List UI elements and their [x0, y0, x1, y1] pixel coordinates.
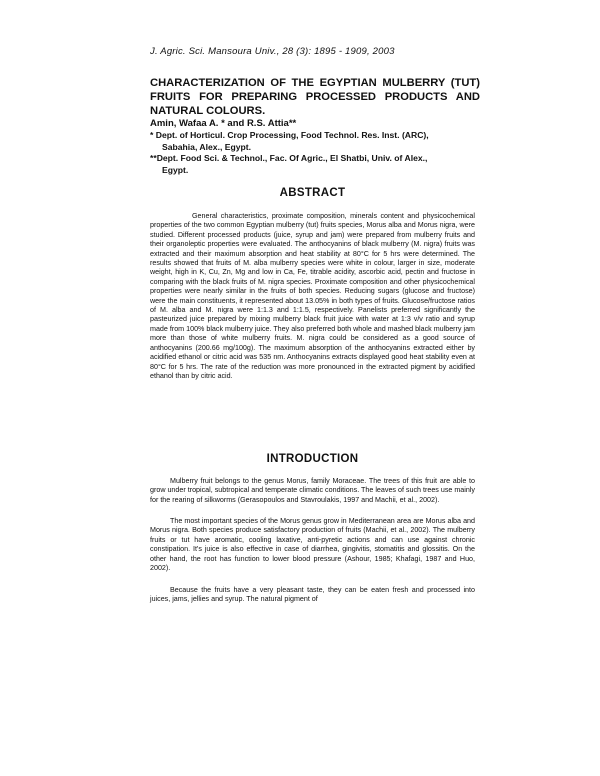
authors: Amin, Wafaa A. * and R.S. Attia** — [150, 118, 297, 129]
affiliation-1 — [150, 130, 475, 153]
intro-paragraph-3: Because the fruits have a very pleasant taste, they can be eaten fresh and processed into juices, jams, jellies and syrup. The natural pigment of — [150, 586, 475, 604]
affiliation-2-line2: Egypt. — [162, 164, 189, 175]
introduction-heading: INTRODUCTION — [266, 453, 359, 465]
affiliation-2-line1: **Dept. Food Sci. & Technol., Fac. Of Agric., El Shatbi, Univ. of Alex., — [150, 153, 428, 163]
abstract-heading: ABSTRACT — [279, 187, 346, 199]
affiliation-2 — [150, 153, 475, 176]
intro-paragraph-1: Mulberry fruit belongs to the genus Morus, family Moraceae. The trees of this fruit are able to grow under tropical, subtropical and temperate climatic conditions. The leaves of such trees use mainly for the rearing of silkworms (Gerasopoulos and Stavroulakis, 1997 and Machii, et al., 2002). — [150, 477, 475, 504]
abstract-text: General characteristics, proximate composition, minerals content and physicochemical properties of the two common Egyptian mulberry (tut) fruits species, Morus alba and Morus nigra, were studied. Different processed products (juice, syrup and jam) were prepared from mulberry fruits and their organoleptic properties were evaluated. The anthocyanins of black mulberry (M. nigra) fruits was extracted and their maximum absorption and heat stability at 80°C for 5 hrs were determined. The results showed that fruits of M. alba mulberry species were white in colour, larger in size, moderate weight, high in K, Cu, Zn, Mg and low in Ca, Fe, titrable acidity, ascorbic acid, pectin and fructose in comparing with the black fruits of M. nigra species. Proximate composition and other physicochemical properties were nearly similar in the fruits of both species. Reducing sugars (glucose and fructose) were the main constituents, it represented about 13.05% in both types of fruits. Glucose/fructose ratios of M. alba and M. nigra were 1:1.3 and 1:1.5, respectively. Panelists preferred significantly the pasteurized juice prepared by mixing mulberry black fruit juice with water at 1:3 v/v ratio and syrup made from 100% black mulberry juice. They also preferred both whole and mashed black mulberry jam more than those of white mulberry fruits. M. nigra could be considered as a good source of anthocyanins (200.66 mg/100g). The maximum absorption of the anthocyanins extracted either by acidified ethanol or citric acid was 535 nm. Anthocyanins extracts displayed good heat stability even at 80°C for 5 hrs. The rate of the reduction was more pronounced in the extracted pigment by acidified ethanol than by citric acid. — [150, 212, 475, 380]
paper-title: CHARACTERIZATION OF THE EGYPTIAN MULBERRY (TUT) FRUITS FOR PREPARING PROCESSED PRODUCTS AND NATURAL COLOURS. — [150, 77, 480, 117]
affiliation-1-line2: Sabahia, Alex., Egypt. — [162, 141, 251, 152]
affiliation-1-line1: * Dept. of Horticul. Crop Processing, Food Technol. Res. Inst. (ARC), — [150, 130, 429, 140]
intro-paragraph-2: The most important species of the Morus genus grow in Mediterranean area are Morus alba and Morus nigra. Both species produce satisfactory production of fruits (Machii, et al., 2002). The mulberry fruits or tut have aromatic, cooling laxative, anti-pyretic actions and can use against chronic constipation. It's juice is also effective in case of diarrhea, gingivitis, stomatitis and glossitis. On the other hand, the root has function to lower blood pressure (Ashour, 1985; Khafagi, 1987 and Huo, 2002). — [150, 517, 475, 573]
journal-citation: J. Agric. Sci. Mansoura Univ., 28 (3): 1895 - 1909, 2003 — [150, 46, 395, 57]
